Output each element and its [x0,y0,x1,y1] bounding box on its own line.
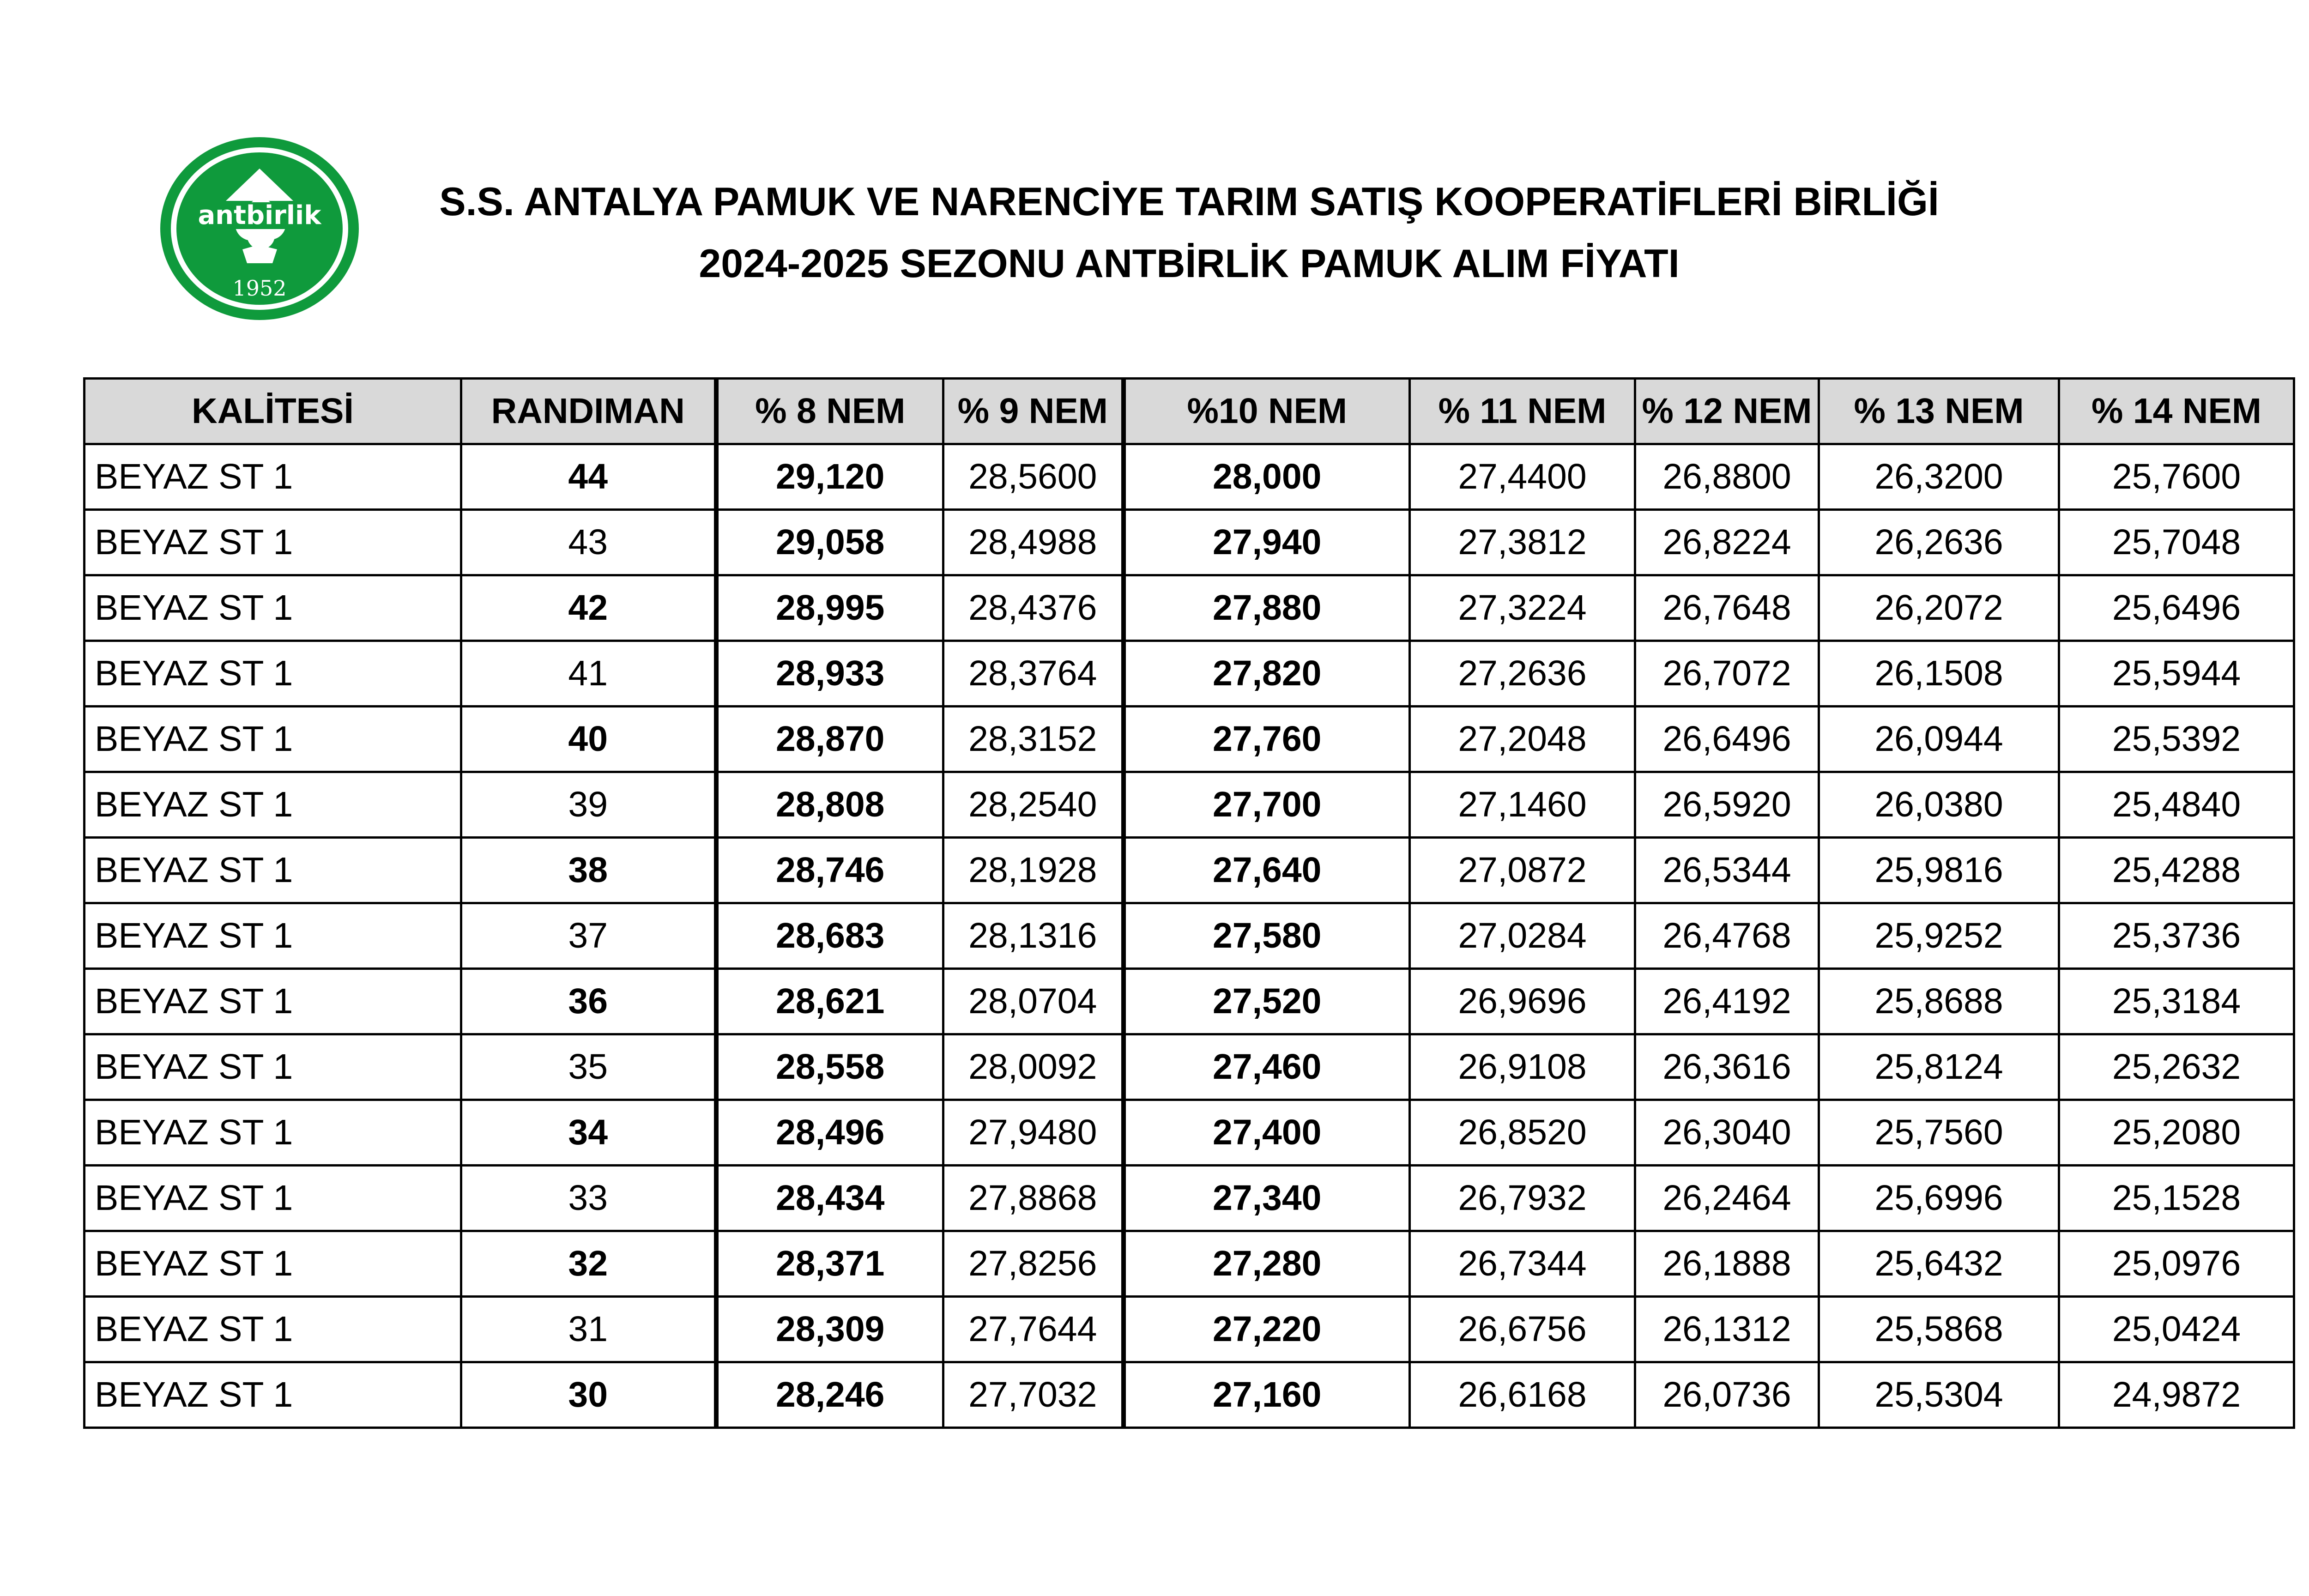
cell-nem-12: 26,7072 [1635,641,1819,707]
cell-nem-8: 29,058 [716,510,943,575]
cell-nem-11: 26,6756 [1410,1297,1635,1362]
cell-nem-11: 27,3224 [1410,575,1635,641]
cell-nem-10: 27,460 [1124,1034,1410,1100]
cell-nem-12: 26,1312 [1635,1297,1819,1362]
table-row [85,903,2294,969]
cell-nem-10: 27,220 [1124,1297,1410,1362]
cell-randiman: 34 [461,1100,716,1166]
cell-randiman: 32 [461,1231,716,1297]
cell-quality: BEYAZ ST 1 [85,444,461,510]
cell-nem-13: 26,3200 [1819,444,2059,510]
cell-nem-10: 27,160 [1124,1362,1410,1428]
table-row [85,707,2294,772]
table-row [85,1362,2294,1428]
table-row [85,838,2294,903]
cell-nem-8: 28,246 [716,1362,943,1428]
cell-nem-8: 28,496 [716,1100,943,1166]
cell-nem-8: 28,995 [716,575,943,641]
header-nem-9: % 9 NEM [943,379,1124,444]
svg-text:antbirlik: antbirlik [198,200,321,230]
cell-nem-9: 28,1316 [943,903,1124,969]
cell-quality: BEYAZ ST 1 [85,969,461,1034]
cell-nem-10: 27,820 [1124,641,1410,707]
header-nem-11: % 11 NEM [1410,379,1635,444]
cell-nem-14: 25,7048 [2059,510,2294,575]
cell-nem-8: 28,933 [716,641,943,707]
cell-nem-9: 27,8868 [943,1166,1124,1231]
price-rows [85,444,2294,1428]
cell-quality: BEYAZ ST 1 [85,1166,461,1231]
header-randiman: RANDIMAN [461,379,716,444]
cell-nem-11: 27,2636 [1410,641,1635,707]
cell-randiman: 31 [461,1297,716,1362]
cell-nem-10: 28,000 [1124,444,1410,510]
table-header-row [85,379,2294,444]
cell-nem-12: 26,3040 [1635,1100,1819,1166]
cell-nem-9: 27,7032 [943,1362,1124,1428]
cell-randiman: 33 [461,1166,716,1231]
cell-nem-13: 26,2072 [1819,575,2059,641]
cell-quality: BEYAZ ST 1 [85,838,461,903]
cell-nem-11: 26,7932 [1410,1166,1635,1231]
cell-nem-11: 27,3812 [1410,510,1635,575]
cell-randiman: 44 [461,444,716,510]
cell-nem-9: 28,3152 [943,707,1124,772]
cell-nem-8: 28,621 [716,969,943,1034]
cell-nem-9: 28,0092 [943,1034,1124,1100]
cell-nem-13: 26,0944 [1819,707,2059,772]
cell-nem-11: 27,1460 [1410,772,1635,838]
cell-nem-10: 27,580 [1124,903,1410,969]
cell-nem-14: 25,0424 [2059,1297,2294,1362]
cell-nem-10: 27,280 [1124,1231,1410,1297]
cell-nem-14: 25,6496 [2059,575,2294,641]
table-row [85,1034,2294,1100]
cell-nem-13: 25,5868 [1819,1297,2059,1362]
table-row [85,510,2294,575]
cell-randiman: 36 [461,969,716,1034]
cell-nem-12: 26,8224 [1635,510,1819,575]
cell-nem-11: 27,0872 [1410,838,1635,903]
cell-randiman: 43 [461,510,716,575]
cell-nem-12: 26,5344 [1635,838,1819,903]
table-row [85,444,2294,510]
cell-nem-11: 26,6168 [1410,1362,1635,1428]
cell-nem-11: 26,8520 [1410,1100,1635,1166]
cell-nem-13: 25,5304 [1819,1362,2059,1428]
header-nem-10: %10 NEM [1124,379,1410,444]
header-nem-8: % 8 NEM [716,379,943,444]
cell-nem-14: 25,5944 [2059,641,2294,707]
cell-nem-13: 25,7560 [1819,1100,2059,1166]
cell-nem-14: 25,5392 [2059,707,2294,772]
table-row [85,575,2294,641]
table-row [85,1297,2294,1362]
cell-nem-14: 25,3184 [2059,969,2294,1034]
table-row [85,641,2294,707]
cell-nem-10: 27,640 [1124,838,1410,903]
table-row [85,1166,2294,1231]
cell-quality: BEYAZ ST 1 [85,1231,461,1297]
cell-nem-9: 28,0704 [943,969,1124,1034]
cell-nem-10: 27,880 [1124,575,1410,641]
cell-nem-13: 25,9816 [1819,838,2059,903]
cell-randiman: 35 [461,1034,716,1100]
cell-nem-13: 25,8688 [1819,969,2059,1034]
cell-quality: BEYAZ ST 1 [85,575,461,641]
cell-nem-8: 28,746 [716,838,943,903]
cell-randiman: 37 [461,903,716,969]
cell-randiman: 41 [461,641,716,707]
cell-nem-13: 26,0380 [1819,772,2059,838]
cell-nem-14: 25,4288 [2059,838,2294,903]
document-title [369,171,2009,295]
cell-nem-11: 26,9696 [1410,969,1635,1034]
cell-nem-14: 25,1528 [2059,1166,2294,1231]
cell-nem-10: 27,940 [1124,510,1410,575]
cell-nem-12: 26,5920 [1635,772,1819,838]
cell-nem-11: 27,2048 [1410,707,1635,772]
cell-nem-8: 28,371 [716,1231,943,1297]
svg-text:1952: 1952 [232,276,287,301]
cell-quality: BEYAZ ST 1 [85,1034,461,1100]
cell-nem-11: 26,9108 [1410,1034,1635,1100]
cell-nem-12: 26,7648 [1635,575,1819,641]
header-nem-14: % 14 NEM [2059,379,2294,444]
cell-nem-8: 29,120 [716,444,943,510]
cell-randiman: 38 [461,838,716,903]
cell-nem-13: 26,1508 [1819,641,2059,707]
cell-nem-12: 26,8800 [1635,444,1819,510]
cell-nem-13: 25,6432 [1819,1231,2059,1297]
cell-quality: BEYAZ ST 1 [85,641,461,707]
table-row [85,1231,2294,1297]
cell-quality: BEYAZ ST 1 [85,903,461,969]
cell-nem-8: 28,558 [716,1034,943,1100]
header-nem-13: % 13 NEM [1819,379,2059,444]
cell-nem-9: 28,4376 [943,575,1124,641]
cell-nem-14: 25,4840 [2059,772,2294,838]
cell-nem-11: 27,0284 [1410,903,1635,969]
cell-nem-9: 28,3764 [943,641,1124,707]
cell-nem-9: 28,2540 [943,772,1124,838]
cell-quality: BEYAZ ST 1 [85,1362,461,1428]
cell-nem-12: 26,1888 [1635,1231,1819,1297]
cell-quality: BEYAZ ST 1 [85,1297,461,1362]
cell-quality: BEYAZ ST 1 [85,510,461,575]
title-line-1: S.S. ANTALYA PAMUK VE NARENCİYE TARIM SATIŞ KOOPERATİFLERİ BİRLİĞİ [439,180,1939,224]
cell-quality: BEYAZ ST 1 [85,707,461,772]
cell-nem-10: 27,760 [1124,707,1410,772]
table-row [85,1100,2294,1166]
cell-nem-9: 28,5600 [943,444,1124,510]
cell-nem-13: 25,8124 [1819,1034,2059,1100]
cell-nem-13: 25,6996 [1819,1166,2059,1231]
cell-nem-9: 27,7644 [943,1297,1124,1362]
cell-randiman: 30 [461,1362,716,1428]
price-table [83,377,2295,1429]
table-row [85,772,2294,838]
cell-nem-8: 28,808 [716,772,943,838]
cell-nem-14: 25,2632 [2059,1034,2294,1100]
header-nem-12: % 12 NEM [1635,379,1819,444]
cell-nem-10: 27,340 [1124,1166,1410,1231]
cell-nem-13: 26,2636 [1819,510,2059,575]
antbirlik-logo [159,136,360,321]
cell-nem-12: 26,4768 [1635,903,1819,969]
cell-nem-12: 26,3616 [1635,1034,1819,1100]
cell-nem-14: 25,7600 [2059,444,2294,510]
cell-nem-12: 26,2464 [1635,1166,1819,1231]
title-line-2: 2024-2025 SEZONU ANTBİRLİK PAMUK ALIM FİYATI [699,242,1680,286]
cell-nem-10: 27,400 [1124,1100,1410,1166]
cell-nem-11: 26,7344 [1410,1231,1635,1297]
header-kalitesi: KALİTESİ [85,379,461,444]
cell-nem-13: 25,9252 [1819,903,2059,969]
cell-nem-9: 27,9480 [943,1100,1124,1166]
table-row [85,969,2294,1034]
cell-nem-9: 27,8256 [943,1231,1124,1297]
cell-nem-14: 25,2080 [2059,1100,2294,1166]
cell-nem-8: 28,434 [716,1166,943,1231]
cell-nem-11: 27,4400 [1410,444,1635,510]
cell-nem-14: 25,0976 [2059,1231,2294,1297]
cell-nem-14: 24,9872 [2059,1362,2294,1428]
cell-nem-8: 28,309 [716,1297,943,1362]
cell-nem-12: 26,0736 [1635,1362,1819,1428]
cell-randiman: 39 [461,772,716,838]
cell-nem-10: 27,520 [1124,969,1410,1034]
cell-nem-10: 27,700 [1124,772,1410,838]
cell-randiman: 40 [461,707,716,772]
cell-quality: BEYAZ ST 1 [85,1100,461,1166]
cell-nem-12: 26,4192 [1635,969,1819,1034]
cell-nem-12: 26,6496 [1635,707,1819,772]
cell-nem-9: 28,4988 [943,510,1124,575]
cell-quality: BEYAZ ST 1 [85,772,461,838]
cell-nem-9: 28,1928 [943,838,1124,903]
cell-nem-8: 28,683 [716,903,943,969]
cell-randiman: 42 [461,575,716,641]
cell-nem-8: 28,870 [716,707,943,772]
cell-nem-14: 25,3736 [2059,903,2294,969]
